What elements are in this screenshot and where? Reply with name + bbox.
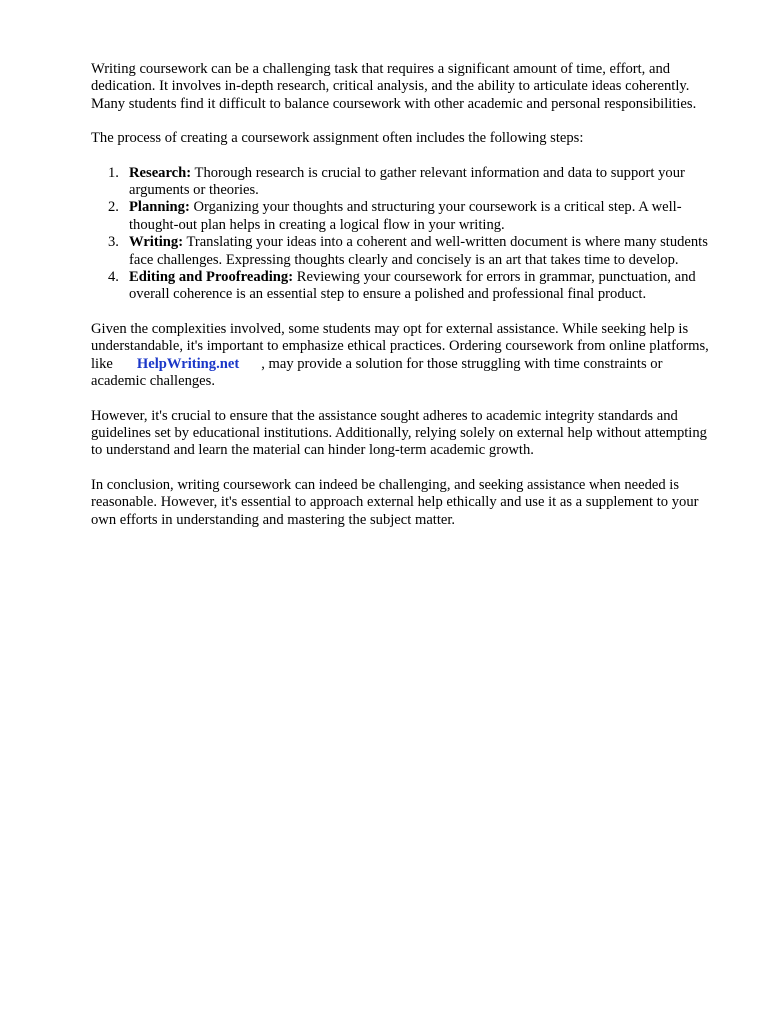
step-body	[129, 165, 721, 200]
step-number: 2.	[108, 199, 119, 216]
assistance-text-after: , may provide a solution for those struggling with time constraints or academic challenges.	[91, 355, 663, 390]
step-body	[129, 199, 721, 234]
step-term: Research:	[129, 164, 192, 181]
step-number: 3.	[108, 234, 119, 251]
step-text: Thorough research is crucial to gather relevant information and data to support your arguments or theories.	[129, 164, 685, 199]
step-term: Editing and Proofreading:	[129, 269, 294, 286]
step-body	[129, 269, 721, 304]
steps-list	[91, 165, 721, 304]
assistance-text-before: Given the complexities involved, some students may opt for external assistance. While seeking help is understandable, it's important to emphasize ethical practices. Ordering coursework from online platforms, like	[91, 320, 709, 372]
assistance-paragraph	[91, 321, 721, 391]
conclusion-paragraph: In conclusion, writing coursework can indeed be challenging, and seeking assistance when needed is reasonable. However, it's essential to approach external help ethically and use it as a supplement to your own efforts in understanding and mastering the subject matter.	[91, 476, 699, 528]
step-body	[129, 234, 721, 269]
step-term: Planning:	[129, 199, 190, 216]
step-item-research	[91, 165, 721, 200]
step-item-planning	[91, 199, 721, 234]
step-text: Reviewing your coursework for errors in grammar, punctuation, and overall coherence is an essential step to ensure a polished and professional final product.	[129, 269, 696, 303]
step-number: 1.	[108, 164, 119, 181]
steps-intro-paragraph: The process of creating a coursework assignment often includes the following steps:	[91, 130, 584, 147]
integrity-paragraph: However, it's crucial to ensure that the assistance sought adheres to academic integrity standards and guidelines set by educational institutions. Additionally, relying solely on external help without attempting to understand and learn the material can hinder long-term academic growth.	[91, 407, 707, 459]
step-text: Organizing your thoughts and structuring your coursework is a critical step. A well-thought-out plan helps in creating a logical flow in your writing.	[129, 199, 682, 233]
document-page	[91, 61, 721, 546]
step-term: Writing:	[129, 234, 184, 251]
step-text: Translating your ideas into a coherent and well-written document is where many students face challenges. Expressing thoughts clearly and concisely is an art that takes time to develop.	[129, 234, 708, 268]
step-item-editing	[91, 269, 721, 304]
step-item-writing	[91, 234, 721, 269]
helpwriting-link[interactable]: HelpWriting.net	[136, 355, 240, 372]
step-number: 4.	[108, 269, 119, 286]
intro-paragraph: Writing coursework can be a challenging task that requires a significant amount of time, effort, and dedication. It involves in-depth research, critical analysis, and the ability to articulate ideas coherently. Many students find it difficult to balance coursework with other academic and personal responsibilities.	[91, 61, 697, 112]
